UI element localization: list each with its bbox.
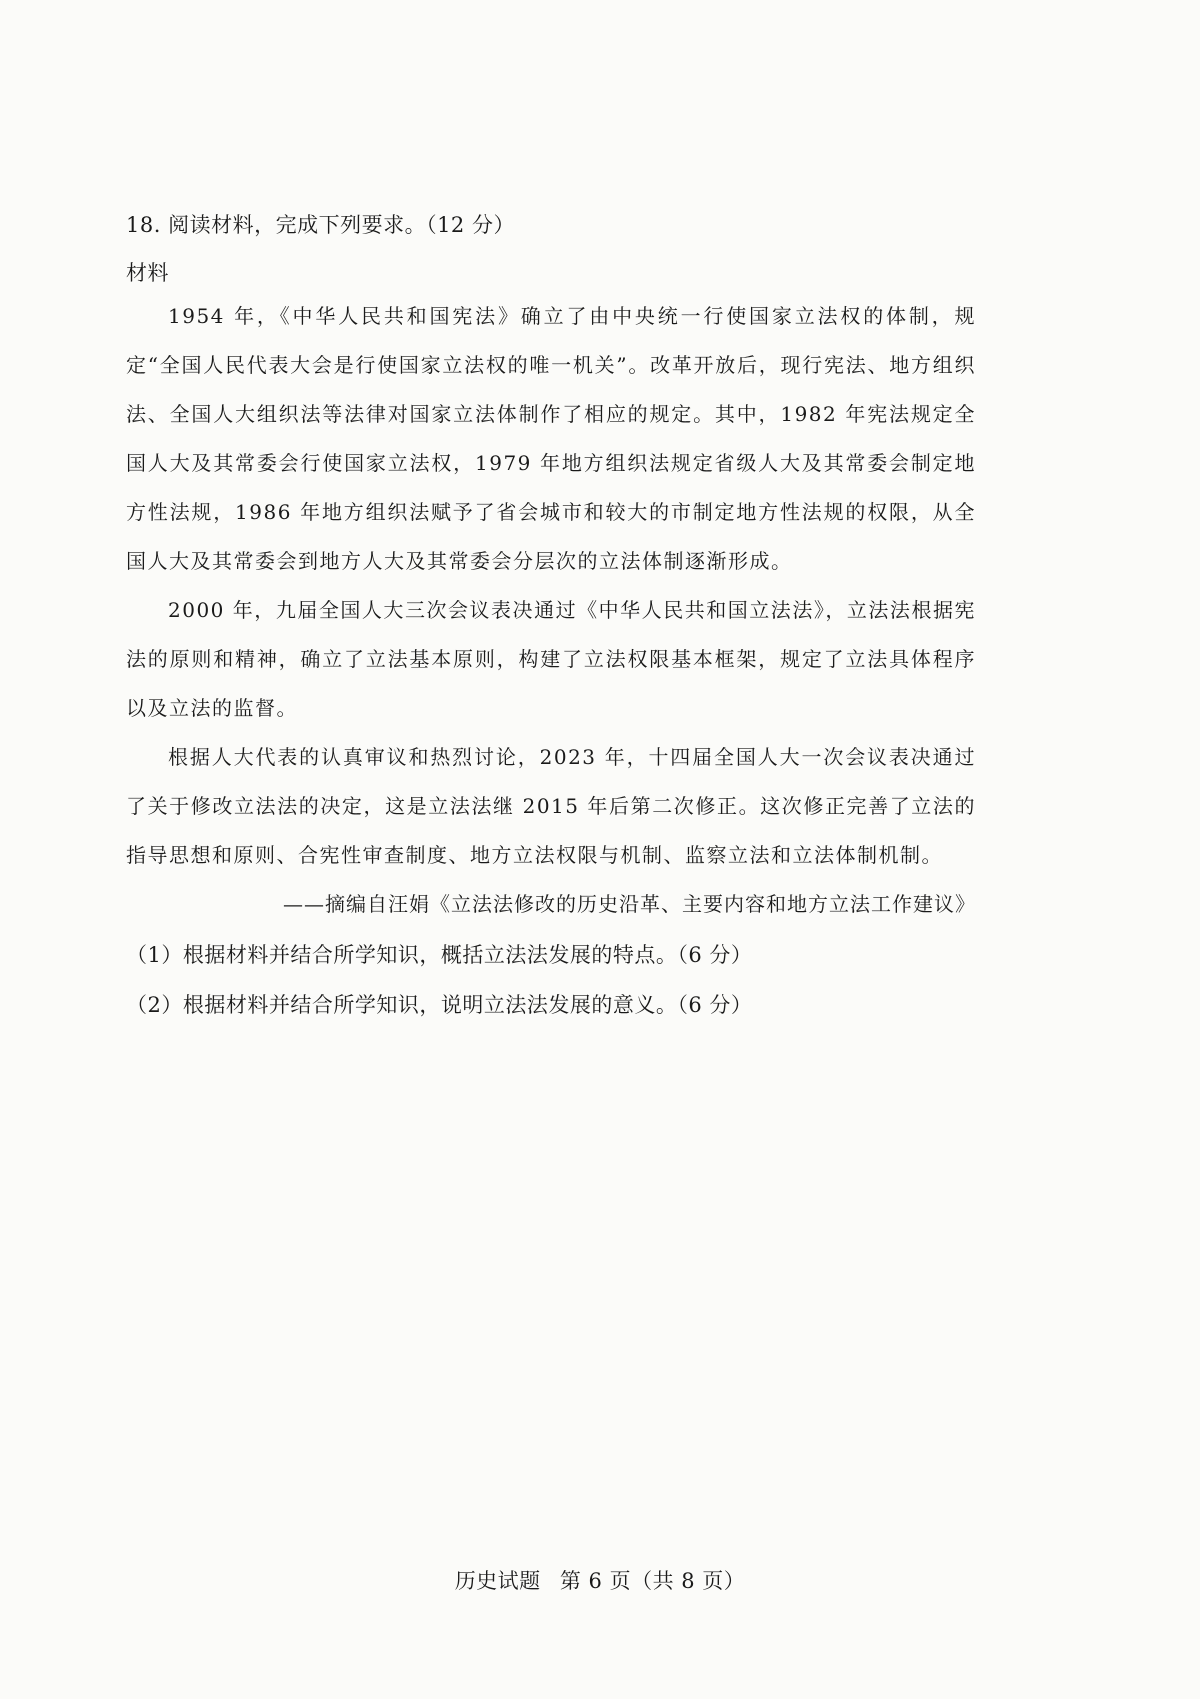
question-title: 18. 阅读材料，完成下列要求。（12 分） [126,213,515,237]
material-paragraph: 根据人大代表的认真审议和热烈讨论，2023 年，十四届全国人大一次会议表决通过了关于修改立法法的决定，这是立法法继 2015 年后第二次修正。这次修正完善了立法的指导思想和原则、合宪性审查制度、地方立法权限与机制、监察立法和立法体制机制。 [126,745,976,867]
material-paragraph: 1954 年，《中华人民共和国宪法》确立了由中央统一行使国家立法权的体制，规定“全国人民代表大会是行使国家立法权的唯一机关”。改革开放后，现行宪法、地方组织法、全国人大组织法等法律对国家立法体制作了相应的规定。其中，1982 年宪法规定全国人大及其常委会行使国家立法权，1979 年地方组织法规定省级人大及其常委会制定地方性法规，1986 年地方组织法赋予了省会城市和较大的市制定地方性法规的权限，从全国人大及其常委会到地方人大及其常委会分层次的立法体制逐渐形成。 [126,304,976,573]
material-source: ——摘编自汪娟《立法法修改的历史沿革、主要内容和地方立法工作建议》 [283,892,976,916]
material-paragraph: 2000 年，九届全国人大三次会议表决通过《中华人民共和国立法法》，立法法根据宪法的原则和精神，确立了立法基本原则，构建了立法权限基本框架，规定了立法具体程序以及立法的监督。 [126,598,976,720]
page-footer [0,1566,1200,1596]
footer-page-number: 第 6 页（共 8 页） [559,1569,746,1593]
material-label: 材料 [126,261,169,285]
sub-question-2: （2）根据材料并结合所学知识，说明立法法发展的意义。（6 分） [126,993,753,1017]
footer-subject: 历史试题 [454,1569,541,1593]
sub-question-1: （1）根据材料并结合所学知识，概括立法法发展的特点。（6 分） [126,943,753,967]
question-block [126,210,976,1020]
